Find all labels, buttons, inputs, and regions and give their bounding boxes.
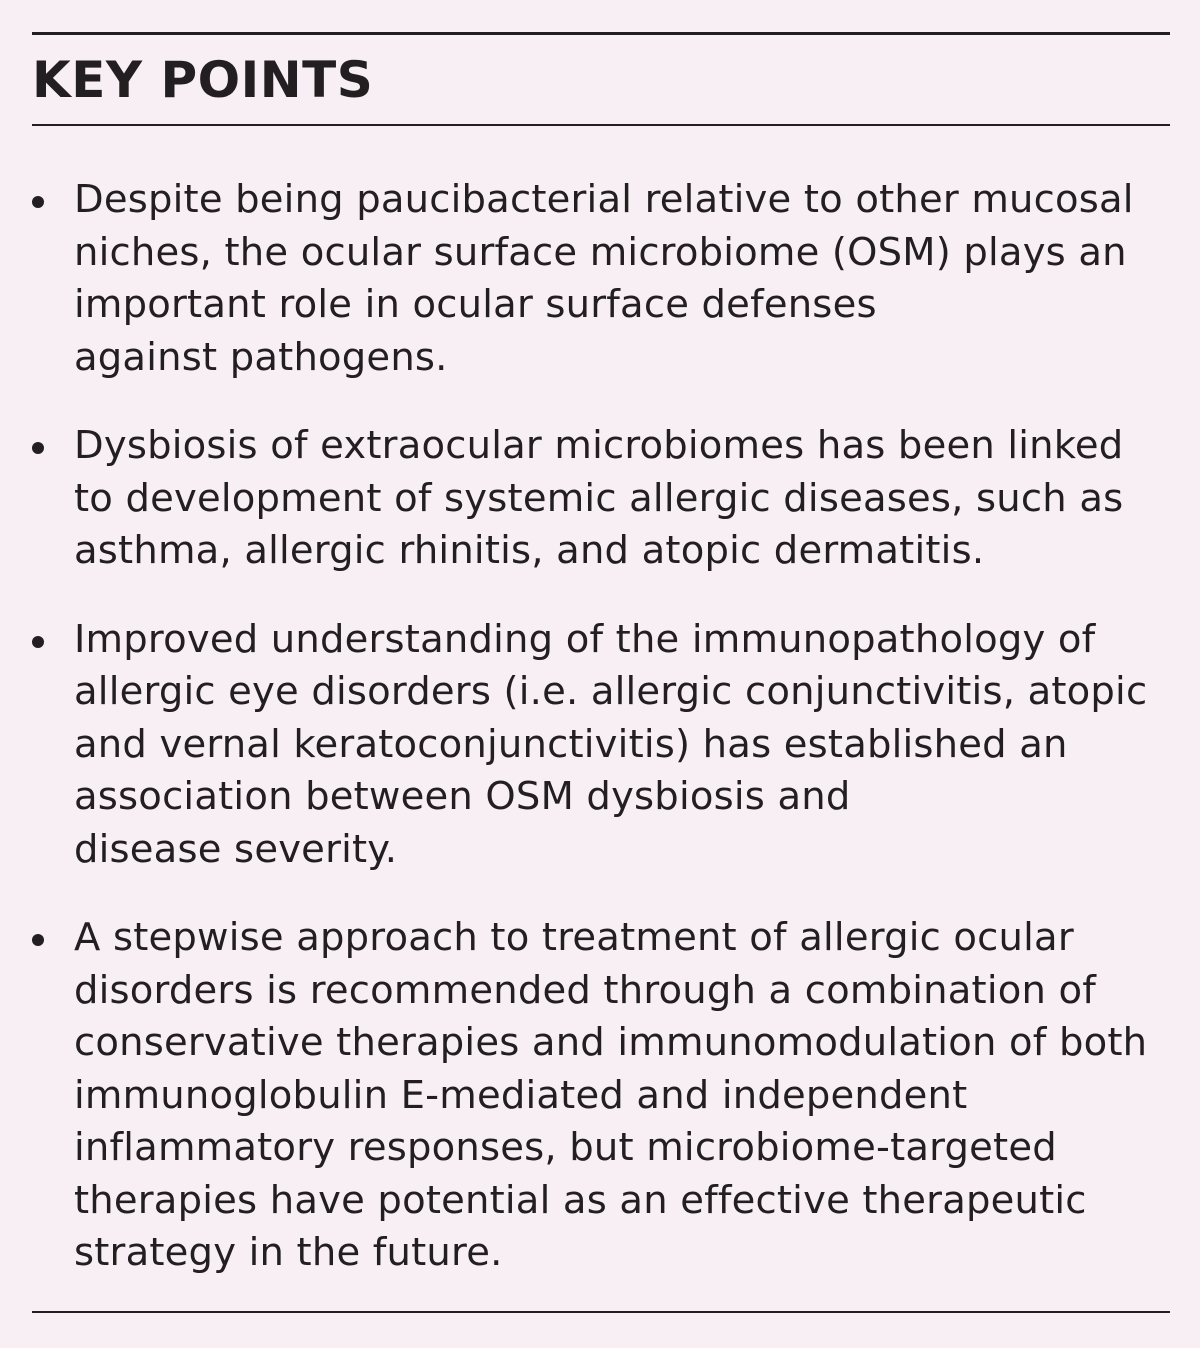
bullet-icon (32, 442, 44, 454)
heading-rule (32, 124, 1170, 126)
key-point-line: allergic eye disorders (i.e. allergic conjunctivitis, atopic (74, 669, 1148, 714)
key-point-line: against pathogens. (74, 334, 448, 380)
key-point-line: niches, the ocular surface microbiome (OSM) plays an (74, 229, 1127, 275)
key-points-heading: KEY POINTS (32, 51, 374, 109)
key-point-line: disease severity. (74, 826, 398, 872)
bullet-icon (32, 636, 44, 648)
key-point-line: inflammatory responses, but microbiome-targeted (74, 1125, 1057, 1170)
key-point-3 (32, 614, 1170, 877)
bullet-icon (32, 196, 44, 208)
top-rule (32, 32, 1170, 35)
key-point-line: disorders is recommended through a combination of (74, 967, 1097, 1013)
key-point-line: therapies have potential as an effective therapeutic (74, 1177, 1087, 1223)
bottom-rule (32, 1311, 1170, 1313)
key-point-line: immunoglobulin E-mediated and independent (74, 1072, 968, 1118)
key-point-line: conservative therapies and immunomodulation of both (74, 1020, 1148, 1065)
key-point-line: Despite being paucibacterial relative to other mucosal (74, 177, 1134, 222)
key-point-line: Dysbiosis of extraocular microbiomes has been linked (74, 423, 1124, 468)
key-points-list (32, 174, 1170, 1316)
key-point-line: association between OSM dysbiosis and (74, 774, 851, 819)
key-point-line: important role in ocular surface defenses (74, 282, 877, 327)
key-point-line: and vernal keratoconjunctivitis) has established an (74, 721, 1068, 767)
bullet-icon (32, 934, 44, 946)
key-point-line: Improved understanding of the immunopathology of (74, 616, 1096, 662)
key-point-2 (32, 420, 1170, 578)
key-point-4 (32, 912, 1170, 1280)
key-point-line: strategy in the future. (74, 1230, 503, 1275)
key-point-line: A stepwise approach to treatment of allergic ocular (74, 915, 1074, 960)
key-point-line: to development of systemic allergic diseases, such as (74, 475, 1124, 521)
key-point-line: asthma, allergic rhinitis, and atopic dermatitis. (74, 528, 985, 573)
key-point-1 (32, 174, 1170, 384)
